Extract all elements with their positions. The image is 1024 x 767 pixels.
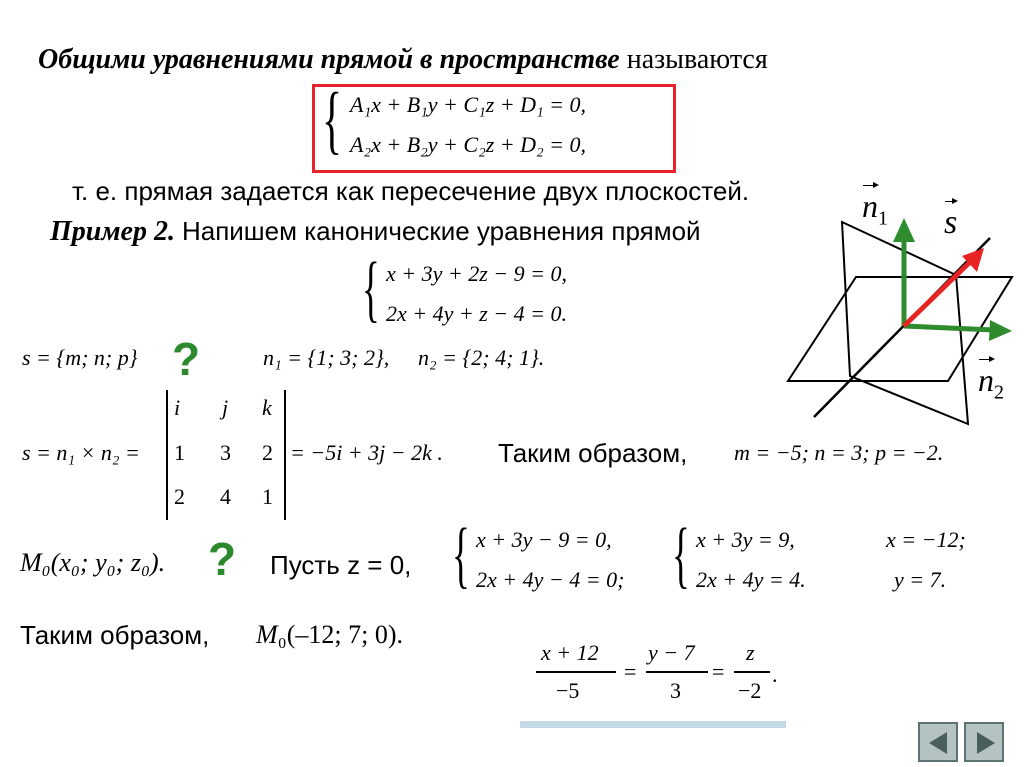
system-a-eq-1: x + 3y − 9 = 0, (476, 527, 612, 552)
fraction-line-2 (646, 671, 708, 673)
general-eq-2: A₂x + B₂y + C₂z + D₂ = 0, (350, 132, 587, 157)
system-a-brace: { (452, 514, 470, 596)
cross-product-result: = −5i + 3j − 2k . (290, 440, 443, 465)
solution-x: x = −12; (886, 527, 966, 552)
thus-1: Таким образом, (498, 438, 688, 468)
fraction-line-1 (536, 671, 616, 673)
canon-denominator-2: 3 (670, 678, 681, 703)
canon-numerator-3: z (746, 640, 755, 665)
normal-n1: n₁ = {1; 3; 2}, (263, 345, 390, 370)
system-eq-2: 2x + 4y + z − 4 = 0. (386, 301, 567, 326)
det-r2-c3: 2 (262, 440, 273, 465)
heading (38, 44, 768, 76)
determinant-left-bar (166, 390, 168, 520)
normal-n2: n₂ = {2; 4; 1}. (418, 345, 545, 370)
example-line (50, 216, 701, 248)
det-r3-c3: 1 (262, 484, 273, 509)
system-brace: { (362, 248, 380, 330)
det-r2-c2: 3 (220, 440, 231, 465)
system-b-eq-1: x + 3y = 9, (696, 527, 795, 552)
label-s: s (944, 204, 958, 241)
nav-forward-button[interactable] (964, 722, 1004, 762)
det-r1-c2: j (222, 395, 229, 420)
system-a-eq-2: 2x + 4y − 4 = 0; (476, 567, 625, 592)
det-r3-c1: 2 (174, 484, 185, 509)
canon-numerator-2: y − 7 (648, 640, 695, 665)
canon-end: . (772, 662, 778, 687)
nav-back-button[interactable] (918, 722, 958, 762)
system-b-brace: { (672, 514, 690, 596)
vector-n1-arrowhead (893, 218, 915, 242)
det-r1-c3: k (262, 395, 272, 420)
thus-2: Таким образом, (20, 620, 210, 650)
canon-equals-2: = (712, 659, 725, 684)
explanation-text: т. е. прямая задается как пересечение двух плоскостей. (72, 176, 750, 206)
heading-bold-part: Общими уравнениями прямой в пространстве (38, 44, 620, 75)
general-eq-brace: { (322, 78, 343, 162)
vector-n2-arrowhead (989, 320, 1012, 341)
canon-denominator-3: −2 (738, 678, 762, 703)
general-eq-1: A₁x + B₁y + C₁z + D₁ = 0, (350, 92, 587, 117)
cross-product-lhs: s = n₁ × n₂ = (22, 440, 140, 465)
fraction-line-3 (734, 671, 770, 673)
triangle-left-icon (929, 732, 947, 754)
mnp-values: m = −5; n = 3; p = −2. (734, 440, 944, 465)
question-mark-1: ? (172, 333, 201, 385)
m0-result: M₀(–12; 7; 0). (256, 620, 403, 649)
m0-point: M₀(x₀; y₀; z₀). (20, 548, 166, 577)
question-mark-2: ? (208, 533, 237, 585)
direction-vector-def: s = {m; n; p} (22, 345, 138, 370)
let-z-zero: Пусть z = 0, (270, 550, 412, 580)
determinant-right-bar (284, 390, 286, 520)
heading-rest: называются (626, 44, 768, 75)
canon-equals-1: = (624, 659, 637, 684)
progress-bar-decoration (520, 721, 786, 728)
triangle-right-icon (977, 732, 995, 754)
canon-numerator-1: x + 12 (541, 640, 599, 665)
det-r2-c1: 1 (174, 440, 185, 465)
example-text: Напишем канонические уравнения прямой (181, 216, 701, 246)
det-r3-c2: 4 (220, 484, 231, 509)
example-label: Пример 2. (50, 216, 175, 247)
label-n1: $n_1$ (862, 188, 888, 230)
label-n2: $n_2$ (978, 362, 1004, 404)
solution-y: y = 7. (894, 567, 947, 592)
system-eq-1: x + 3y + 2z − 9 = 0, (386, 261, 567, 286)
det-r1-c1: i (174, 395, 181, 420)
system-b-eq-2: 2x + 4y = 4. (696, 567, 806, 592)
canon-denominator-1: −5 (556, 678, 580, 703)
